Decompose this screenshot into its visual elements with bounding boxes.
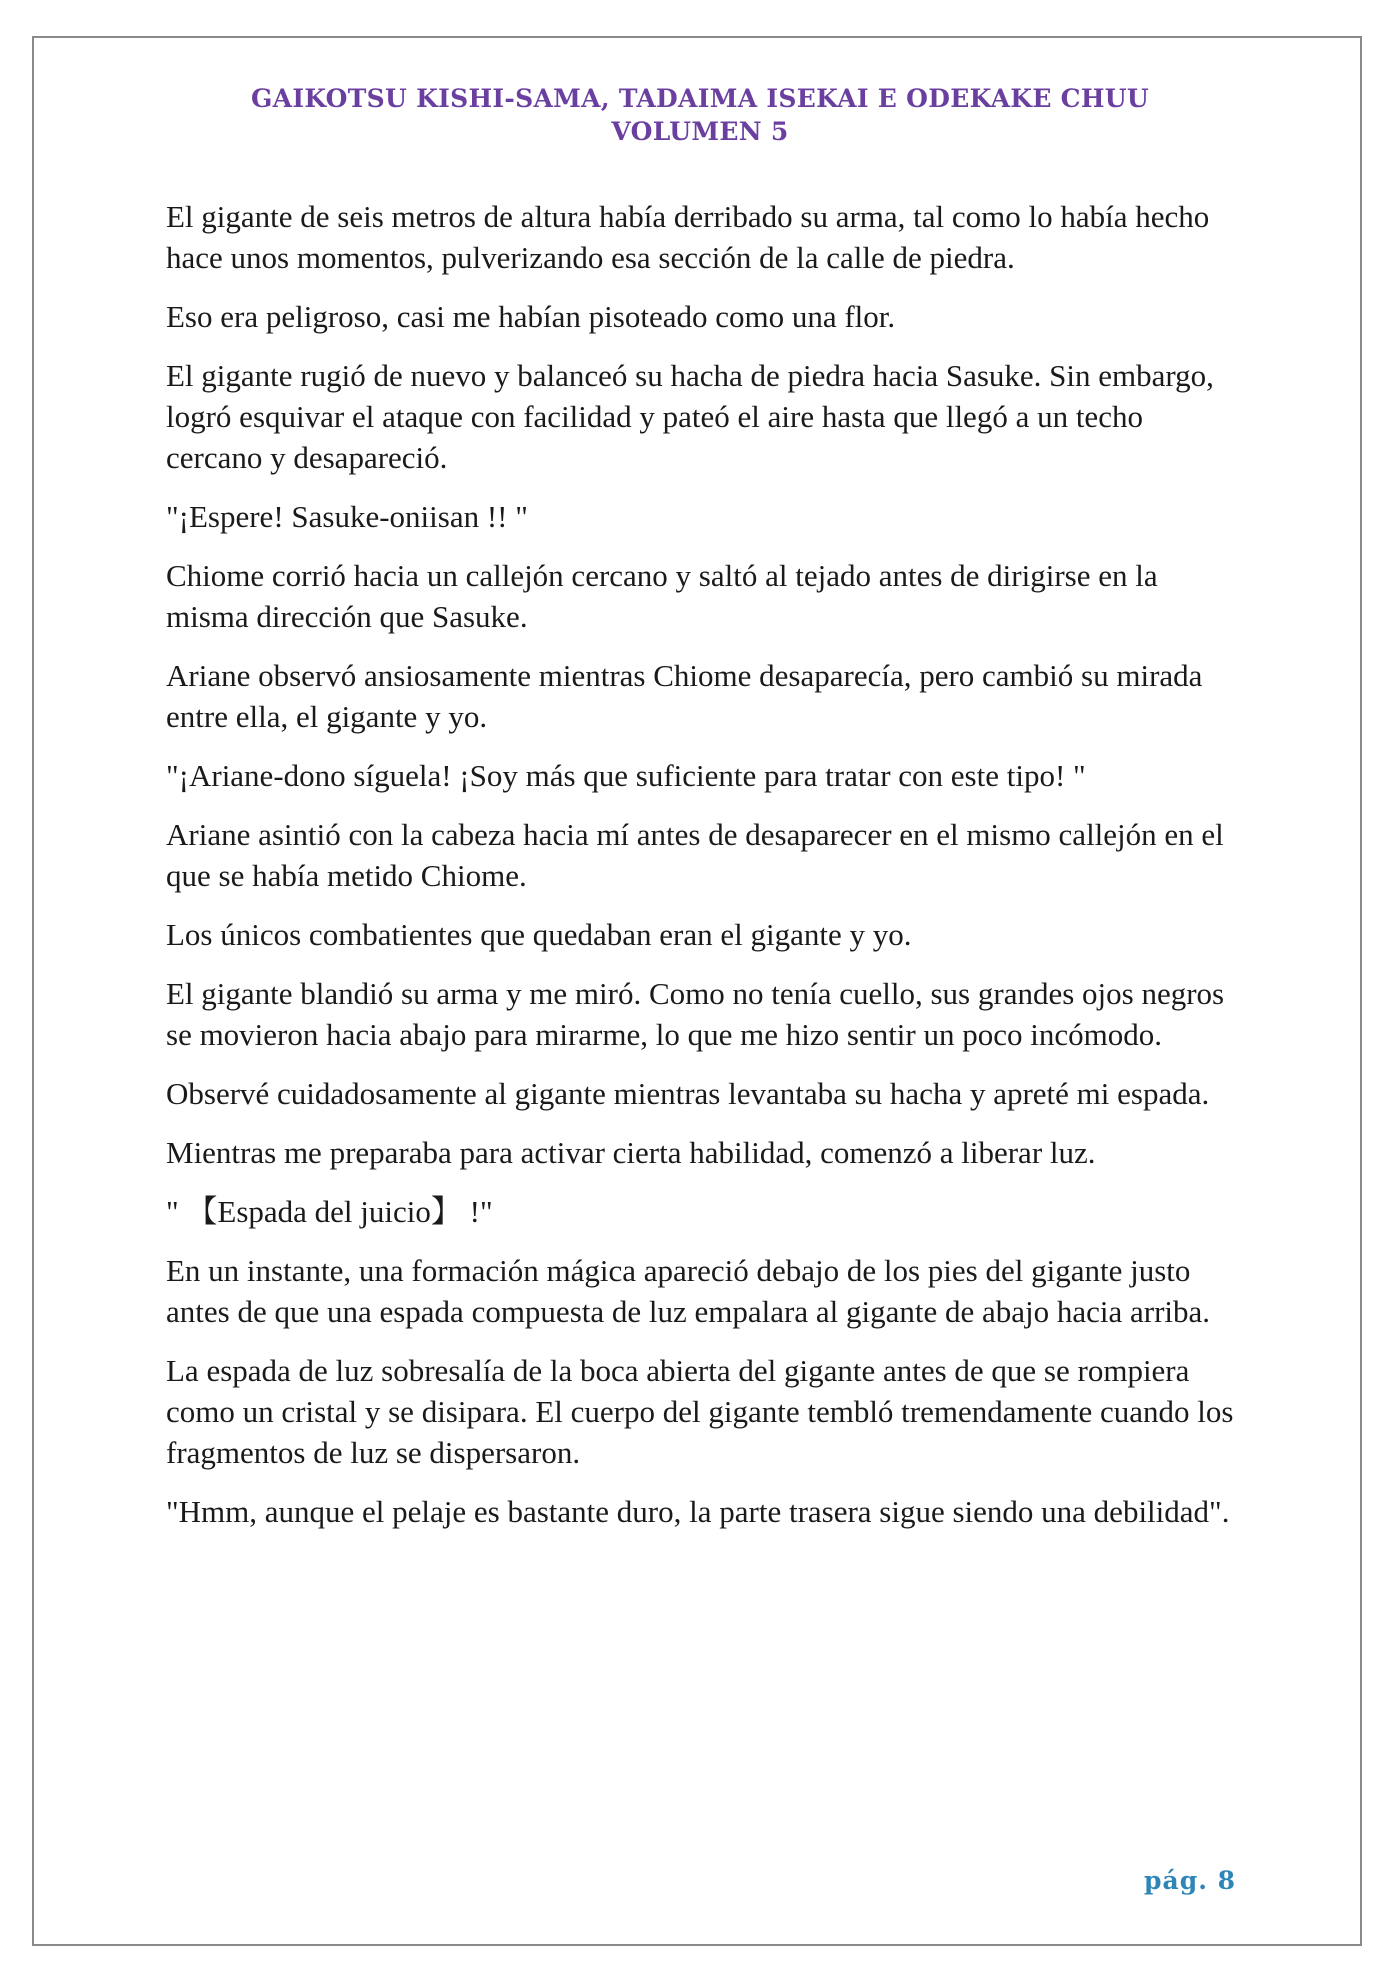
header-volume: VOLUMEN 5 — [611, 117, 789, 146]
paragraph: Chiome corrió hacia un callejón cercano y saltó al tejado antes de dirigirse en la misma dirección que Sasuke. — [166, 558, 1158, 634]
paragraph: " 【Espada del juicio】 !" — [166, 1194, 493, 1229]
paragraph: El gigante blandió su arma y me miró. Como no tenía cuello, sus grandes ojos negros se movieron hacia abajo para mirarme, lo que me hizo sentir un poco incómodo. — [166, 976, 1225, 1052]
paragraph: Ariane asintió con la cabeza hacia mí antes de desaparecer en el mismo callejón en el que se había metido Chiome. — [166, 817, 1224, 893]
document-header — [0, 82, 1400, 148]
body-text — [166, 196, 1246, 1550]
paragraph: Eso era peligroso, casi me habían pisoteado como una flor. — [166, 299, 896, 334]
paragraph: Los únicos combatientes que quedaban eran el gigante y yo. — [166, 917, 912, 952]
paragraph: La espada de luz sobresalía de la boca abierta del gigante antes de que se rompiera como un cristal y se disipara. El cuerpo del gigante tembló tremendamente cuando los fragmentos de luz se dispersaron. — [166, 1353, 1234, 1470]
header-title: GAIKOTSU KISHI-SAMA, TADAIMA ISEKAI E ODEKAKE CHUU — [250, 84, 1150, 113]
paragraph: Ariane observó ansiosamente mientras Chiome desaparecía, pero cambió su mirada entre ella, el gigante y yo. — [166, 658, 1203, 734]
paragraph: El gigante de seis metros de altura había derribado su arma, tal como lo había hecho hace unos momentos, pulverizando esa sección de la calle de piedra. — [166, 199, 1210, 275]
paragraph: "Hmm, aunque el pelaje es bastante duro, la parte trasera sigue siendo una debilidad". — [166, 1494, 1230, 1529]
paragraph: "¡Ariane-dono síguela! ¡Soy más que suficiente para tratar con este tipo! " — [166, 758, 1086, 793]
paragraph: Observé cuidadosamente al gigante mientras levantaba su hacha y apreté mi espada. — [166, 1076, 1210, 1111]
page-number: pág. 8 — [1144, 1866, 1236, 1895]
paragraph: Mientras me preparaba para activar cierta habilidad, comenzó a liberar luz. — [166, 1135, 1096, 1170]
paragraph: "¡Espere! Sasuke-oniisan !! " — [166, 499, 528, 534]
paragraph: En un instante, una formación mágica apareció debajo de los pies del gigante justo antes de que una espada compuesta de luz empalara al gigante de abajo hacia arriba. — [166, 1253, 1211, 1329]
paragraph: El gigante rugió de nuevo y balanceó su hacha de piedra hacia Sasuke. Sin embargo, logró esquivar el ataque con facilidad y pateó el aire hasta que llegó a un techo cercano y desapareció. — [166, 358, 1214, 475]
